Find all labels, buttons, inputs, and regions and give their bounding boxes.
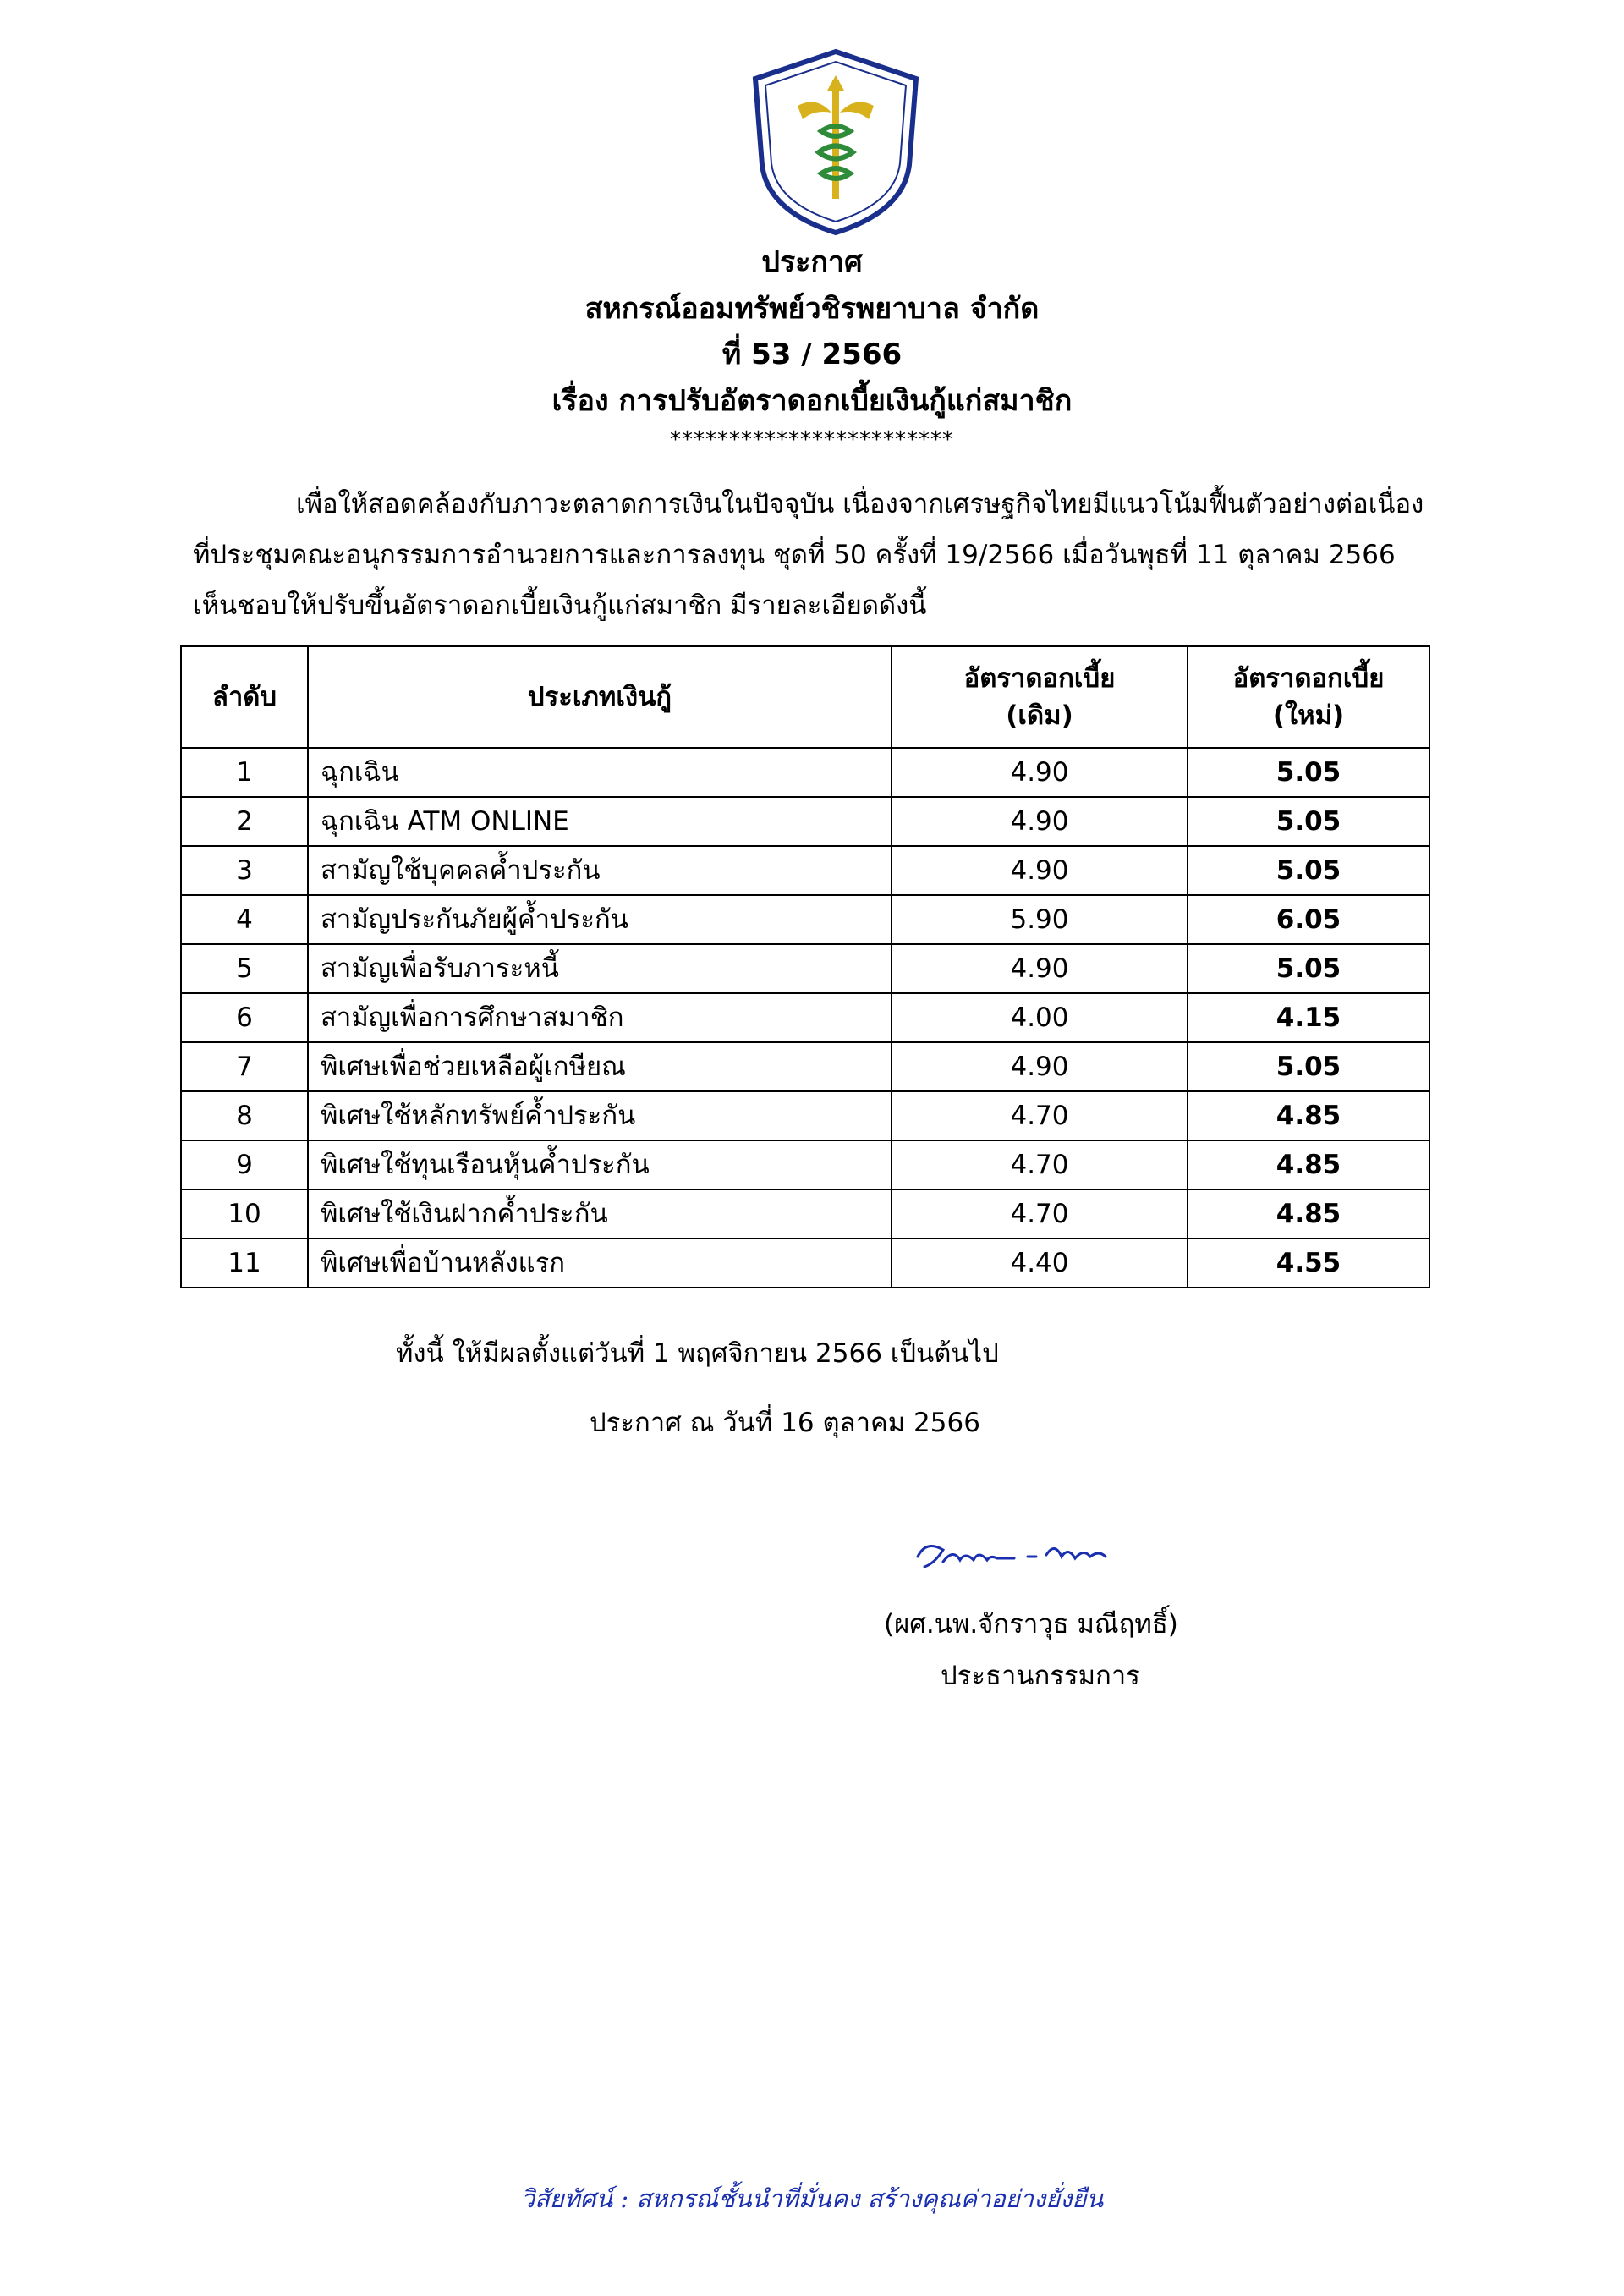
effective-date-text: ทั้งนี้ ให้มีผลตั้งแต่วันที่ 1 พฤศจิกายน 2566 เป็นต้นไป [396, 1338, 999, 1369]
row-loan-type: สามัญเพื่อรับภาระหนี้ [308, 944, 892, 993]
signer-title: ประธานกรรมการ [941, 1661, 1140, 1691]
row-old-rate: 5.90 [892, 895, 1188, 944]
row-loan-type: ฉุกเฉิน [308, 748, 892, 797]
table-header-row [181, 646, 1429, 748]
header-new-rate-line2: (ใหม่) [1272, 700, 1345, 731]
table-row [181, 1189, 1429, 1239]
row-no: 2 [181, 797, 308, 846]
organization-name: สหกรณ์ออมทรัพย์วชิรพยาบาล จำกัด [584, 292, 1040, 326]
row-new-rate: 6.05 [1188, 895, 1429, 944]
row-new-rate: 4.15 [1188, 993, 1429, 1042]
cooperative-logo [747, 47, 924, 237]
header-old-rate-line1: อัตราดอกเบี้ย [963, 663, 1116, 694]
row-old-rate: 4.00 [892, 993, 1188, 1042]
announcement-date-text: ประกาศ ณ วันที่ 16 ตุลาคม 2566 [590, 1408, 980, 1438]
table-row [181, 1091, 1429, 1140]
header-old-rate [892, 646, 1188, 748]
announcement-label: ประกาศ [761, 245, 863, 279]
row-new-rate: 4.85 [1188, 1140, 1429, 1189]
row-new-rate: 5.05 [1188, 797, 1429, 846]
row-no: 10 [181, 1189, 308, 1239]
row-old-rate: 4.90 [892, 748, 1188, 797]
row-no: 7 [181, 1042, 308, 1091]
header-new-rate [1188, 646, 1429, 748]
announcement-number: ที่ 53 / 2566 [721, 338, 903, 371]
table-row [181, 1239, 1429, 1288]
table-row [181, 944, 1429, 993]
row-loan-type: ฉุกเฉิน ATM ONLINE [308, 797, 892, 846]
row-loan-type: พิเศษเพื่อช่วยเหลือผู้เกษียณ [308, 1042, 892, 1091]
row-old-rate: 4.40 [892, 1239, 1188, 1288]
row-loan-type: พิเศษใช้เงินฝากค้ำประกัน [308, 1189, 892, 1239]
row-new-rate: 4.85 [1188, 1091, 1429, 1140]
divider-stars: ************************ [670, 427, 954, 453]
row-new-rate: 5.05 [1188, 944, 1429, 993]
row-new-rate: 4.85 [1188, 1189, 1429, 1239]
row-new-rate: 4.55 [1188, 1239, 1429, 1288]
row-loan-type: พิเศษใช้ทุนเรือนหุ้นค้ำประกัน [308, 1140, 892, 1189]
row-old-rate: 4.90 [892, 797, 1188, 846]
table-row [181, 846, 1429, 895]
row-no: 1 [181, 748, 308, 797]
row-loan-type: สามัญใช้บุคคลค้ำประกัน [308, 846, 892, 895]
intro-line-1: เพื่อให้สอดคล้องกับภาวะตลาดการเงินในปัจจุบัน เนื่องจากเศรษฐกิจไทยมีแนวโน้มฟื้นตัวอย่างต่อเนื่อง [296, 489, 1424, 519]
row-new-rate: 5.05 [1188, 846, 1429, 895]
row-no: 6 [181, 993, 308, 1042]
header-loan-type: ประเภทเงินกู้ [308, 646, 892, 748]
vision-footer: วิสัยทัศน์ : สหกรณ์ชั้นนำที่มั่นคง สร้างคุณค่าอย่างยั่งยืน [520, 2184, 1104, 2213]
header-new-rate-line1: อัตราดอกเบี้ย [1232, 663, 1385, 694]
row-new-rate: 5.05 [1188, 1042, 1429, 1091]
row-old-rate: 4.70 [892, 1091, 1188, 1140]
row-no: 11 [181, 1239, 308, 1288]
row-old-rate: 4.70 [892, 1189, 1188, 1239]
row-loan-type: สามัญเพื่อการศึกษาสมาชิก [308, 993, 892, 1042]
row-loan-type: พิเศษใช้หลักทรัพย์ค้ำประกัน [308, 1091, 892, 1140]
row-old-rate: 4.90 [892, 1042, 1188, 1091]
announcement-subject: เรื่อง การปรับอัตราดอกเบี้ยเงินกู้แก่สมาชิก [551, 384, 1073, 418]
handwritten-signature [909, 1531, 1121, 1582]
table-row [181, 748, 1429, 797]
row-no: 3 [181, 846, 308, 895]
table-row [181, 797, 1429, 846]
row-old-rate: 4.90 [892, 846, 1188, 895]
row-old-rate: 4.90 [892, 944, 1188, 993]
table-row [181, 895, 1429, 944]
row-no: 5 [181, 944, 308, 993]
header-no: ลำดับ [181, 646, 308, 748]
row-new-rate: 5.05 [1188, 748, 1429, 797]
row-loan-type: สามัญประกันภัยผู้ค้ำประกัน [308, 895, 892, 944]
row-old-rate: 4.70 [892, 1140, 1188, 1189]
table-row [181, 1042, 1429, 1091]
intro-line-3: เห็นชอบให้ปรับขึ้นอัตราดอกเบี้ยเงินกู้แก่สมาชิก มีรายละเอียดดังนี้ [193, 590, 927, 621]
row-no: 8 [181, 1091, 308, 1140]
row-no: 9 [181, 1140, 308, 1189]
signer-name: (ผศ.นพ.จักราวุธ มณีฤทธิ์) [884, 1609, 1178, 1640]
row-loan-type: พิเศษเพื่อบ้านหลังแรก [308, 1239, 892, 1288]
intro-line-2: ที่ประชุมคณะอนุกรรมการอำนวยการและการลงทุน ชุดที่ 50 ครั้งที่ 19/2566 เมื่อวันพุธที่ 11 ตุลาคม 2566 [193, 540, 1396, 570]
row-no: 4 [181, 895, 308, 944]
table-row [181, 1140, 1429, 1189]
interest-rate-table [180, 645, 1430, 1288]
header-old-rate-line2: (เดิม) [1006, 700, 1073, 731]
table-row [181, 993, 1429, 1042]
